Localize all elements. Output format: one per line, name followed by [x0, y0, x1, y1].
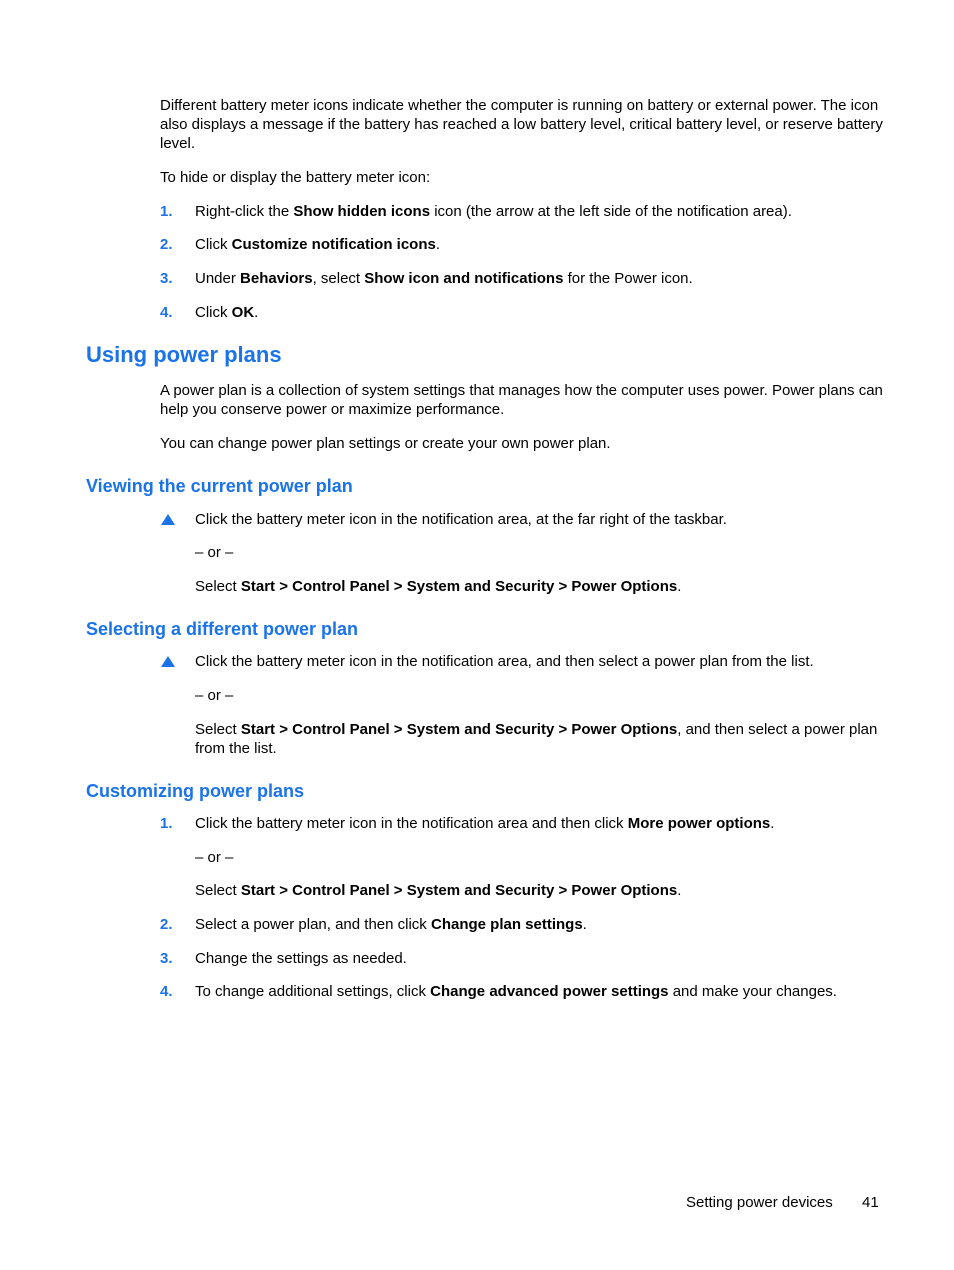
- or-separator: – or –: [195, 544, 234, 561]
- step-number: 2.: [160, 916, 173, 933]
- bullet-text: Click the battery meter icon in the notification area, at the far right of the taskbar.: [195, 511, 727, 528]
- triangle-bullet-icon: [161, 514, 175, 525]
- bullet-text: Click the battery meter icon in the notification area, and then select a power plan from the list.: [195, 653, 814, 670]
- step-text: Change the settings as needed.: [195, 950, 407, 967]
- subsection-heading: Customizing power plans: [86, 781, 305, 801]
- step-text: Right-click the Show hidden icons icon (the arrow at the left side of the notification area).: [195, 203, 792, 220]
- step-number: 2.: [160, 236, 173, 253]
- step-text: Click OK.: [195, 304, 259, 321]
- intro-lead-in: To hide or display the battery meter icon:: [160, 169, 431, 186]
- page-number: 41: [862, 1194, 879, 1211]
- step-number: 3.: [160, 270, 173, 287]
- or-separator: – or –: [195, 687, 234, 704]
- intro-paragraph: Different battery meter icons indicate whether the computer is running on battery or external power. The icon also displays a message if the battery has reached a low battery level, critical battery level, or reserve battery level.: [160, 97, 883, 152]
- step-text: Select a power plan, and then click Change plan settings.: [195, 916, 587, 933]
- section-paragraph: You can change power plan settings or create your own power plan.: [160, 435, 611, 452]
- step-text: Click the battery meter icon in the notification area and then click More power options.: [195, 815, 775, 832]
- step-number: 3.: [160, 950, 173, 967]
- step-text: To change additional settings, click Change advanced power settings and make your changes.: [195, 983, 837, 1000]
- select-path-text: Select Start > Control Panel > System and Security > Power Options, and then select a power plan from the list.: [195, 721, 878, 757]
- step-number: 4.: [160, 304, 173, 321]
- select-path-text: Select Start > Control Panel > System and Security > Power Options.: [195, 578, 682, 595]
- section-paragraph: A power plan is a collection of system settings that manages how the computer uses power. Power plans can help you conserve power or maximize performance.: [160, 382, 883, 418]
- step-text: Click Customize notification icons.: [195, 236, 441, 253]
- triangle-bullet-icon: [161, 656, 175, 667]
- step-text: Under Behaviors, select Show icon and notifications for the Power icon.: [195, 270, 693, 287]
- subsection-heading: Viewing the current power plan: [86, 476, 353, 496]
- step-number: 4.: [160, 983, 173, 1000]
- or-separator: – or –: [195, 849, 234, 866]
- select-path-text: Select Start > Control Panel > System and Security > Power Options.: [195, 882, 682, 899]
- step-number: 1.: [160, 203, 173, 220]
- step-number: 1.: [160, 815, 173, 832]
- footer-chapter-title: Setting power devices: [686, 1194, 833, 1211]
- section-heading: Using power plans: [86, 342, 282, 367]
- subsection-heading: Selecting a different power plan: [86, 619, 359, 639]
